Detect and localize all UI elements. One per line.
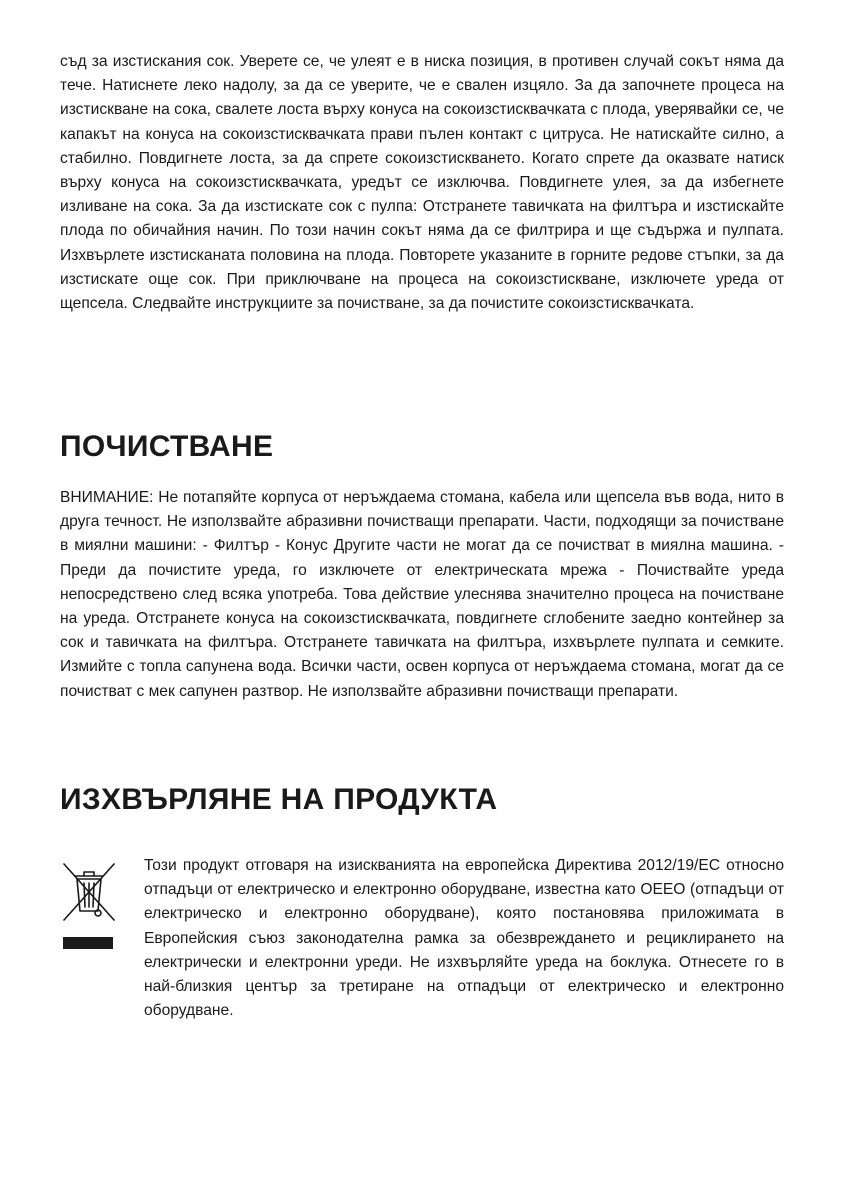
disposal-heading: ИЗХВЪРЛЯНЕ НА ПРОДУКТА bbox=[60, 783, 498, 816]
weee-crossed-bin-icon bbox=[60, 858, 116, 952]
cleaning-paragraph: ВНИМАНИЕ: Не потапяйте корпуса от неръждаема стомана, кабела или щепсела във вода, нито в друга течност. Не използвайте абразивни почистващи препарати. Части, подходящи за почистване в миялни машини: - Филтър - Конус Другите части не могат да се почистват в миялна машина. - Преди да почистите уреда, го изключете от електрическата мрежа - Почиствайте уреда непосредствено след всяка употреба. Това действие улеснява значително процеса на почистване на уреда. Отстранете конуса на сокоизстисквачката, повдигнете сглобените заедно контейнер за сок и тавичката на филтъра. Отстранете тавичката на филтъра, изхвърлете пулпата и семките. Измийте с топла сапунена вода. Всички части, освен корпуса от неръждаема стомана, могат да се почистват с мек сапунен разтвор. Не използвайте абразивни почистващи препарати. bbox=[60, 489, 784, 700]
cleaning-heading: ПОЧИСТВАНЕ bbox=[60, 430, 274, 463]
intro-paragraph: съд за изстискания сок. Уверете се, че улеят е в ниска позиция, в противен случай сокът няма да тече. Натиснете леко надолу, за да се уверите, че е свален изцяло. За да започнете процеса на изстискване на сока, свалете лоста върху конуса на сокоизстисквачката с плода, уверявайки се, че капакът на конуса на сокоизстисквачката прави пълен контакт с цитруса. Не натискайте силно, а стабилно. Повдигнете лоста, за да спрете сокоизстискването. Когато спрете да оказвате натиск върху конуса на сокоизстисквачката, уредът се изключва. Повдигнете улея, за да избегнете изливане на сока. За да изстискате сок с пулпа: Отстранете тавичката на филтъра и изстискайте плода по обичайния начин. По този начин сокът няма да се филтрира и ще съдържа и пулпата. Изхвърлете изстисканата половина на плода. Повторете указаните в горните редове стъпки, за да изстискате още сок. При приключване на процеса на сокоизстискване, изключете уреда от щепсела. Следвайте инструкциите за почистване, за да почистите сокоизстисквачката. bbox=[60, 53, 784, 313]
disposal-paragraph: Този продукт отговаря на изискванията на европейска Директива 2012/19/ЕС относно отпадъци от електрическо и електронно оборудване, известна като ОЕЕО (отпадъци от електрическо и електронно оборудване), която постановява приложимата в Европейския съюз законодателна рамка за обезвреждането и рециклирането на електрически и електронни уреди. Не изхвърляйте уреда на боклука. Отнесете го в най-близкия център за третиране на отпадъци от електрическо и електронно оборудване. bbox=[144, 857, 784, 1020]
